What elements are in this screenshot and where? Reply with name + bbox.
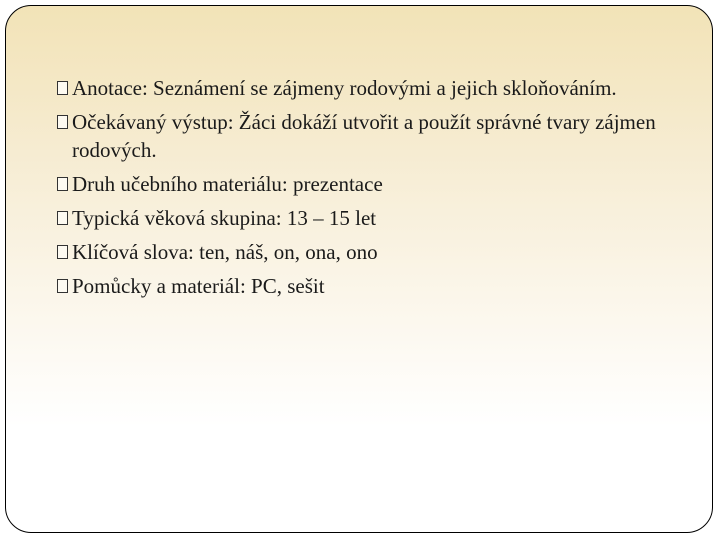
bullet-item-annotation: [57, 74, 687, 102]
bullet-text: Typická věková skupina: 13 – 15 let: [72, 206, 377, 230]
box-bullet-icon: [57, 115, 68, 129]
box-bullet-icon: [57, 245, 68, 259]
box-bullet-icon: [57, 279, 68, 293]
slide-frame: [5, 5, 713, 533]
bullet-item-expected-output: [57, 108, 687, 164]
bullet-text: Klíčová slova: ten, náš, on, ona, ono: [72, 240, 378, 264]
box-bullet-icon: [57, 81, 68, 95]
bullet-item-tools: [57, 272, 687, 300]
bullet-item-material-type: [57, 170, 687, 198]
bullet-item-keywords: [57, 238, 687, 266]
box-bullet-icon: [57, 211, 68, 225]
info-bullet-list: [57, 74, 687, 306]
bullet-text: Anotace: Seznámení se zájmeny rodovými a jejich skloňováním.: [72, 76, 617, 100]
bullet-item-age-group: [57, 204, 687, 232]
box-bullet-icon: [57, 177, 68, 191]
bullet-text: Druh učebního materiálu: prezentace: [72, 172, 383, 196]
bullet-text: Očekávaný výstup: Žáci dokáží utvořit a použít správné tvary zájmen rodových.: [72, 110, 656, 162]
bullet-text: Pomůcky a materiál: PC, sešit: [72, 274, 325, 298]
